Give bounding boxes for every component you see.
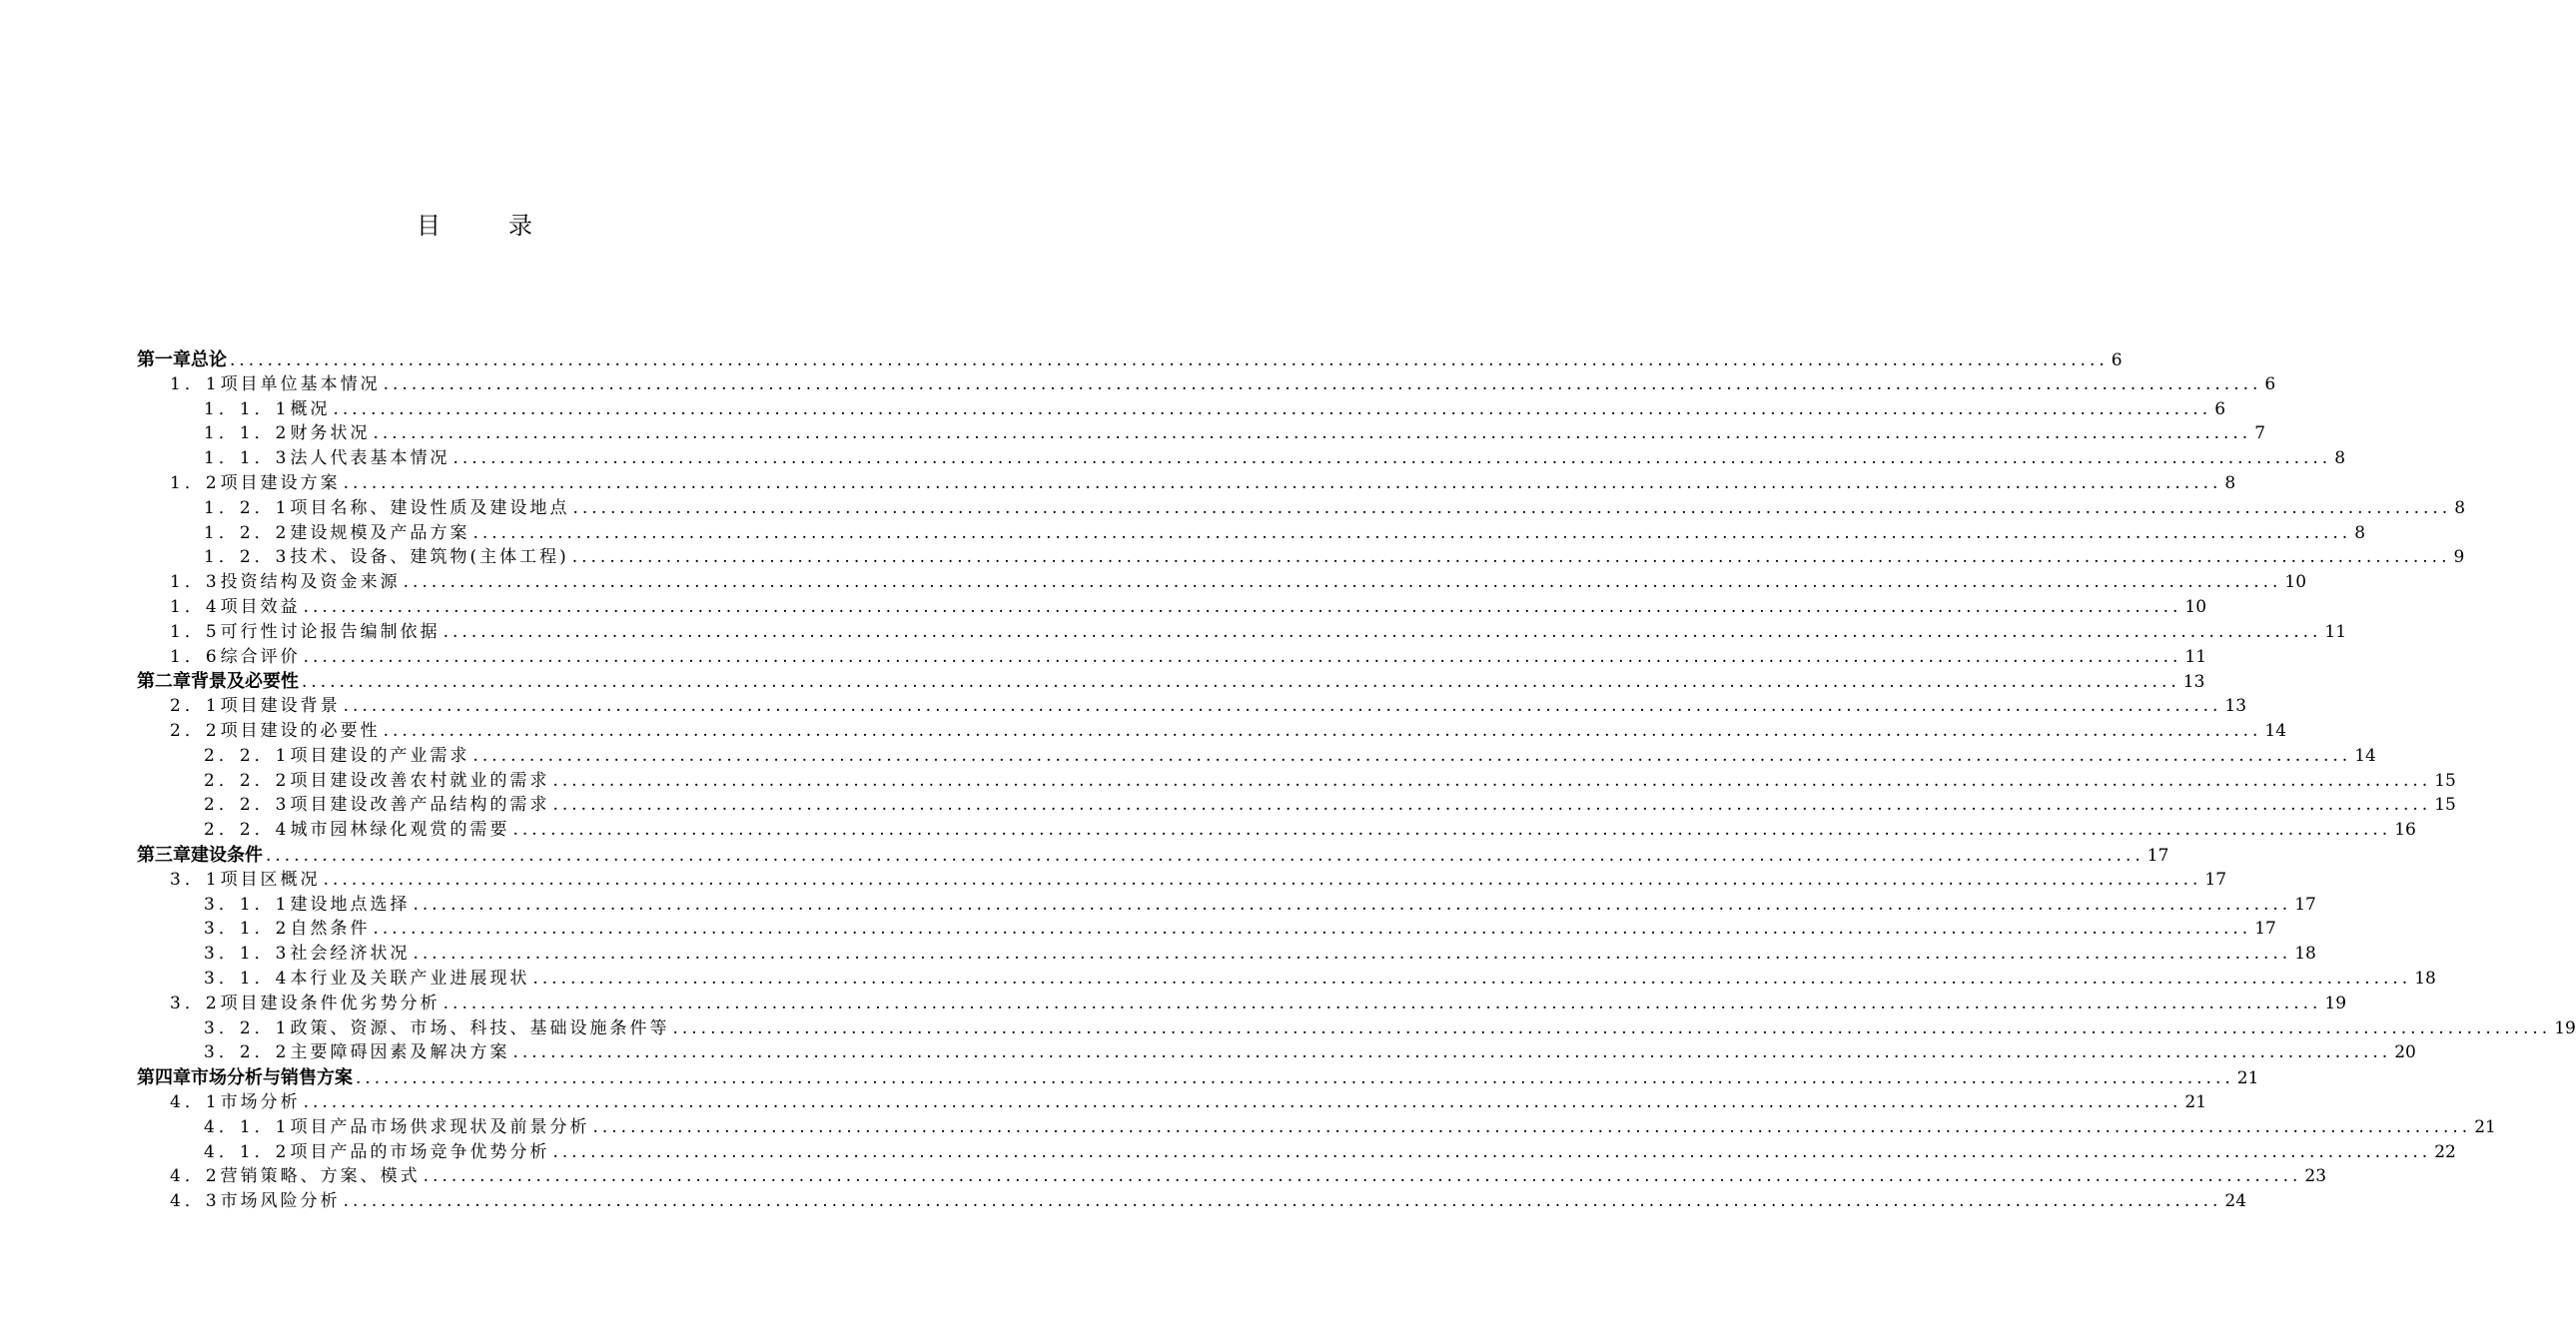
toc-leader-dots: ........................................................................................................................................................................................................ <box>343 1191 2222 1212</box>
toc-entry-number: 3．1．1 <box>204 894 291 915</box>
toc-entry-page-number: 8 <box>2454 497 2466 518</box>
toc-entry-number: 4．1．2 <box>204 1141 291 1162</box>
toc-entry-page-number: 15 <box>2434 795 2456 816</box>
toc-entry[interactable] <box>170 719 2287 744</box>
toc-leader-dots: ........................................................................................................................................................................................................ <box>302 672 2180 693</box>
toc-entry-title: 投资结构及资金来源 <box>220 572 401 593</box>
toc-entry-number: 3．2 <box>170 993 221 1013</box>
toc-entry-number: 第三章 <box>137 845 191 866</box>
toc-entry-page-number: 14 <box>2354 745 2376 766</box>
toc-entry[interactable] <box>204 942 2316 967</box>
toc-leader-dots: ........................................................................................................................................................................................................ <box>383 373 2262 394</box>
toc-entry-page-number: 17 <box>2254 919 2276 940</box>
toc-leader-dots: ........................................................................................................................................................................................................ <box>572 497 2452 518</box>
toc-leader-dots: ........................................................................................................................................................................................................ <box>571 547 2451 568</box>
toc-entry-number: 4．3 <box>170 1191 221 1212</box>
toc-entry[interactable] <box>204 545 2465 570</box>
toc-entry-title: 项目名称、建设性质及建设地点 <box>290 497 570 518</box>
toc-entry[interactable] <box>204 521 2366 546</box>
toc-entry-number: 第一章 <box>137 349 191 370</box>
toc-entry[interactable] <box>170 645 2207 670</box>
toc-entry-title: 营销策略、方案、模式 <box>220 1166 421 1187</box>
toc-entry-number: 3．1．4 <box>204 969 291 989</box>
toc-entry-page-number: 19 <box>2324 993 2347 1013</box>
toc-leader-dots: ........................................................................................................................................................................................................ <box>373 919 2252 940</box>
toc-entry-page-number: 17 <box>2147 846 2169 866</box>
toc-entry-title: 建设规模及产品方案 <box>290 522 470 543</box>
toc-entry-number: 1．2．3 <box>204 547 291 568</box>
toc-entry-title: 项目建设条件优劣势分析 <box>220 993 440 1013</box>
toc-leader-dots: ........................................................................................................................................................................................................ <box>472 745 2352 766</box>
toc-entry[interactable] <box>204 769 2456 794</box>
toc-entry-page-number: 14 <box>2264 721 2287 741</box>
toc-entry-page-number: 21 <box>2236 1068 2259 1089</box>
toc-entry-number: 第四章 <box>137 1067 191 1089</box>
toc-entry-number: 2．2．1 <box>204 745 291 766</box>
toc-entry-title: 市场分析 <box>220 1092 301 1112</box>
toc-entry-number: 4．1 <box>170 1092 221 1112</box>
toc-entry-title: 项目建设改善产品结构的需求 <box>290 795 550 816</box>
toc-leader-dots: ........................................................................................................................................................................................................ <box>442 621 2322 642</box>
toc-entry-page-number: 17 <box>2204 869 2227 890</box>
toc-entry-title: 项目建设方案 <box>220 473 341 493</box>
toc-entry-number: 1．1．2 <box>204 423 291 444</box>
toc-leader-dots: ........................................................................................................................................................................................................ <box>373 423 2252 444</box>
toc-leader-dots: ........................................................................................................................................................................................................ <box>230 350 2109 370</box>
toc-entry-page-number: 20 <box>2394 1042 2416 1063</box>
toc-entry-title: 法人代表基本情况 <box>290 448 450 469</box>
toc-entry[interactable] <box>204 446 2346 471</box>
toc-entry-page-number: 21 <box>2474 1116 2496 1137</box>
toc-leader-dots: ........................................................................................................................................................................................................ <box>672 1017 2552 1038</box>
toc-leader-dots: ........................................................................................................................................................................................................ <box>442 993 2322 1013</box>
toc-leader-dots: ........................................................................................................................................................................................................ <box>343 696 2222 717</box>
toc-entry-page-number: 13 <box>2224 696 2247 717</box>
toc-entry-number: 4．1．1 <box>204 1116 291 1137</box>
toc-entry-title: 项目建设改善农村就业的需求 <box>290 770 550 791</box>
toc-leader-dots: ........................................................................................................................................................................................................ <box>343 473 2222 493</box>
toc-entry-page-number: 7 <box>2254 423 2266 444</box>
toc-leader-dots: ........................................................................................................................................................................................................ <box>552 770 2432 791</box>
toc-leader-dots: ........................................................................................................................................................................................................ <box>532 969 2412 989</box>
toc-leader-dots: ........................................................................................................................................................................................................ <box>452 448 2332 469</box>
toc-leader-dots: ........................................................................................................................................................................................................ <box>592 1116 2472 1137</box>
toc-entry-page-number: 6 <box>2214 398 2226 419</box>
toc-entry[interactable] <box>204 793 2456 818</box>
toc-entry-number: 1．1．1 <box>204 398 291 419</box>
toc-entry-title: 项目效益 <box>220 597 301 617</box>
toc-entry-title: 自然条件 <box>290 919 371 940</box>
toc-entry-title: 项目建设的必要性 <box>220 721 381 741</box>
toc-entry[interactable] <box>204 1140 2456 1165</box>
toc-entry-title: 项目建设背景 <box>220 696 341 717</box>
toc-entry-number: 1．4 <box>170 597 221 617</box>
toc-entry[interactable] <box>204 967 2436 992</box>
toc-entry[interactable] <box>170 471 2236 496</box>
toc-entry-title: 技术、设备、建筑物(主体工程) <box>290 547 569 568</box>
toc-entry-page-number: 9 <box>2453 547 2465 568</box>
toc-entry-page-number: 22 <box>2434 1141 2456 1162</box>
toc-entry-page-number: 6 <box>2264 373 2276 394</box>
toc-entry[interactable] <box>137 669 2205 694</box>
toc-entry[interactable] <box>170 868 2227 893</box>
toc-entry-number: 1．1 <box>170 373 221 394</box>
toc-leader-dots: ........................................................................................................................................................................................................ <box>512 820 2392 841</box>
toc-entry-title: 本行业及关联产业进展现状 <box>290 969 530 989</box>
toc-entry-title: 市场风险分析 <box>220 1191 341 1212</box>
toc-leader-dots: ........................................................................................................................................................................................................ <box>423 1166 2302 1187</box>
toc-entry[interactable] <box>170 1164 2327 1189</box>
toc-entry[interactable] <box>170 992 2347 1016</box>
toc-leader-dots: ........................................................................................................................................................................................................ <box>356 1068 2234 1089</box>
toc-entry-title: 建设地点选择 <box>290 894 411 915</box>
toc-entry-title: 可行性讨论报告编制依据 <box>220 621 440 642</box>
toc-entry[interactable] <box>204 1115 2496 1140</box>
toc-entry-title: 综合评价 <box>220 646 301 667</box>
toc-entry-title: 项目单位基本情况 <box>220 373 381 394</box>
toc-entry-page-number: 18 <box>2294 944 2316 965</box>
toc-entry[interactable] <box>170 1189 2247 1214</box>
toc-entry-number: 1．2．2 <box>204 522 291 543</box>
toc-entry-page-number: 8 <box>2334 448 2346 469</box>
toc-entry[interactable] <box>170 694 2247 719</box>
toc-leader-dots: ........................................................................................................................................................................................................ <box>383 721 2262 741</box>
toc-entry-title: 建设条件 <box>191 845 263 866</box>
toc-entry-page-number: 18 <box>2414 969 2436 989</box>
toc-entry-page-number: 17 <box>2294 894 2316 915</box>
toc-leader-dots: ........................................................................................................................................................................................................ <box>333 398 2212 419</box>
toc-entry[interactable] <box>137 1065 2259 1090</box>
toc-leader-dots: ........................................................................................................................................................................................................ <box>303 1092 2182 1112</box>
toc-entry-number: 2．2 <box>170 721 221 741</box>
toc-entry-page-number: 8 <box>2354 522 2366 543</box>
toc-entry-number: 1．3 <box>170 572 221 593</box>
toc-entry-number: 4．2 <box>170 1166 221 1187</box>
toc-entry-page-number: 15 <box>2434 770 2456 791</box>
toc-leader-dots: ........................................................................................................................................................................................................ <box>472 522 2352 543</box>
page-title: 目 录 <box>417 212 554 240</box>
toc-leader-dots: ........................................................................................................................................................................................................ <box>266 846 2145 866</box>
toc-entry-page-number: 11 <box>2184 646 2207 667</box>
toc-entry[interactable] <box>204 744 2376 769</box>
toc-entry-title: 项目区概况 <box>220 869 321 890</box>
toc-leader-dots: ........................................................................................................................................................................................................ <box>323 869 2202 890</box>
toc-entry-page-number: 16 <box>2394 820 2416 841</box>
toc-entry-page-number: 6 <box>2111 350 2123 370</box>
toc-entry-title: 社会经济状况 <box>290 944 411 965</box>
toc-entry[interactable] <box>204 893 2316 918</box>
toc-entry-page-number: 24 <box>2224 1191 2247 1212</box>
toc-entry-number: 3．2．2 <box>204 1042 291 1063</box>
toc-leader-dots: ........................................................................................................................................................................................................ <box>552 1141 2432 1162</box>
toc-entry[interactable] <box>204 1040 2416 1065</box>
toc-entry-number: 3．1．2 <box>204 919 291 940</box>
toc-entry-number: 2．2．3 <box>204 795 291 816</box>
toc-leader-dots: ........................................................................................................................................................................................................ <box>552 795 2432 816</box>
toc-entry-title: 总论 <box>191 349 227 370</box>
toc-entry[interactable] <box>204 917 2276 942</box>
toc-entry[interactable] <box>204 496 2466 521</box>
toc-leader-dots: ........................................................................................................................................................................................................ <box>512 1042 2392 1063</box>
toc-entry[interactable] <box>204 818 2416 843</box>
toc-entry-title: 项目产品市场供求现状及前景分析 <box>290 1116 590 1137</box>
toc-entry-page-number: 10 <box>2184 597 2207 617</box>
toc-entry-number: 3．1 <box>170 869 221 890</box>
toc-entry-number: 2．2．2 <box>204 770 291 791</box>
toc-leader-dots: ........................................................................................................................................................................................................ <box>303 597 2182 617</box>
toc-leader-dots: ........................................................................................................................................................................................................ <box>413 894 2292 915</box>
toc-entry-number: 2．1 <box>170 696 221 717</box>
toc-entry-number: 1．5 <box>170 621 221 642</box>
toc-entry-title: 财务状况 <box>290 423 371 444</box>
toc-entry-number: 1．2．1 <box>204 497 291 518</box>
toc-entry-number: 1．1．3 <box>204 448 291 469</box>
toc-entry[interactable] <box>170 595 2207 620</box>
toc-entry-title: 政策、资源、市场、科技、基础设施条件等 <box>290 1017 670 1038</box>
toc-entry-number: 2．2．4 <box>204 820 291 841</box>
toc-entry[interactable] <box>170 372 2276 397</box>
toc-entry-title: 项目产品的市场竞争优势分析 <box>290 1141 550 1162</box>
toc-entry[interactable] <box>204 421 2266 446</box>
toc-entry-number: 第二章 <box>137 671 191 693</box>
toc-entry-number: 3．1．3 <box>204 944 291 965</box>
toc-entry[interactable] <box>170 620 2347 645</box>
toc-entry-number: 1．2 <box>170 473 221 493</box>
toc-entry-page-number: 10 <box>2284 572 2307 593</box>
toc-entry-number: 3．2．1 <box>204 1017 291 1038</box>
toc-leader-dots: ........................................................................................................................................................................................................ <box>403 572 2282 593</box>
toc-entry-title: 概况 <box>290 398 331 419</box>
toc-entry-title: 城市园林绿化观赏的需要 <box>290 820 510 841</box>
toc-entry-page-number: 21 <box>2184 1092 2207 1112</box>
toc-entry-title: 主要障碍因素及解决方案 <box>290 1042 510 1063</box>
toc-entry[interactable] <box>137 843 2169 868</box>
toc-entry-title: 背景及必要性 <box>191 671 299 693</box>
toc-leader-dots: ........................................................................................................................................................................................................ <box>303 646 2182 667</box>
toc-entry-number: 1．6 <box>170 646 221 667</box>
toc-entry[interactable] <box>170 570 2307 595</box>
toc-entry-page-number: 19 <box>2554 1017 2576 1038</box>
toc-leader-dots: ........................................................................................................................................................................................................ <box>413 944 2292 965</box>
toc-entry[interactable] <box>204 397 2226 422</box>
toc-entry-title: 市场分析与销售方案 <box>191 1067 353 1089</box>
toc-entry-page-number: 8 <box>2224 473 2236 493</box>
toc-entry[interactable] <box>137 347 2123 372</box>
toc-entry-page-number: 11 <box>2324 621 2347 642</box>
toc-entry-page-number: 23 <box>2304 1166 2327 1187</box>
toc-entry[interactable] <box>204 1016 2576 1041</box>
toc-entry-title: 项目建设的产业需求 <box>290 745 470 766</box>
toc-entry-page-number: 13 <box>2182 672 2205 693</box>
toc-entry[interactable] <box>170 1090 2207 1115</box>
